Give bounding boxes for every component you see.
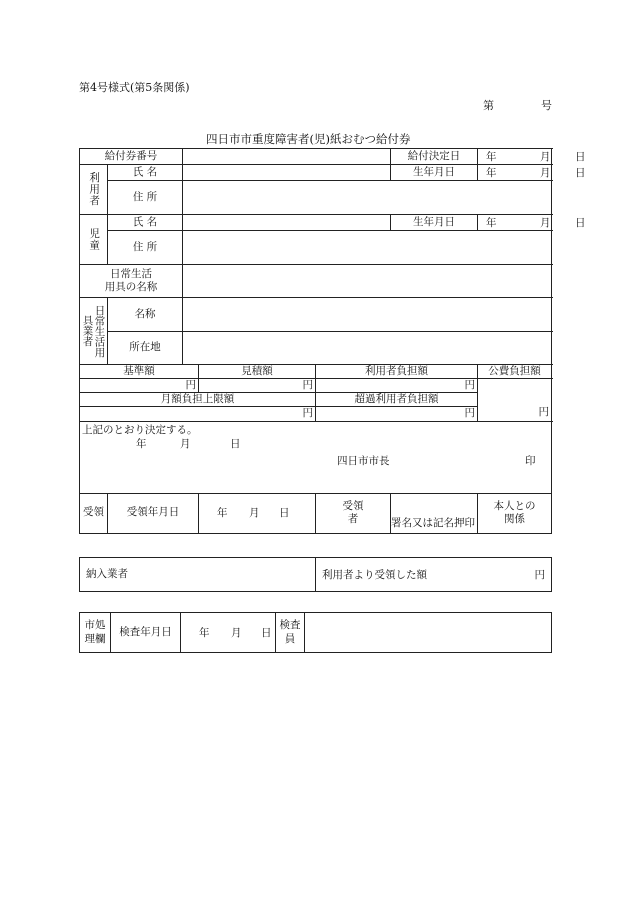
inspection-date-label: 検査年月日 xyxy=(111,613,181,653)
standard-amount-label: 基準額 xyxy=(80,365,199,379)
user-birth-label: 生年月日 xyxy=(391,165,478,181)
number-go: 号 xyxy=(541,99,552,112)
vendor-name-label: 名称 xyxy=(108,298,183,332)
user-burden-field[interactable]: 円 xyxy=(316,379,478,393)
child-name-field[interactable] xyxy=(183,215,391,231)
received-from-user-field[interactable]: 利用者より受領した額 円 xyxy=(316,558,552,592)
decision-date-field[interactable]: 年 月 日 xyxy=(478,149,552,165)
vendor-location-label: 所在地 xyxy=(108,332,183,365)
estimate-field[interactable]: 円 xyxy=(199,379,316,393)
public-burden-field[interactable]: 円 xyxy=(478,379,552,421)
user-group-label: 利用者 xyxy=(80,165,108,215)
vendor-group-label: 日常生活用具業者 xyxy=(80,298,108,365)
voucher-number-field[interactable] xyxy=(183,149,391,165)
main-form-table xyxy=(79,148,586,534)
decision-text: 上記のとおり決定する。 xyxy=(82,423,198,436)
city-processing-table xyxy=(79,612,552,653)
user-address-field[interactable] xyxy=(183,181,552,215)
public-burden-label: 公費負担額 xyxy=(478,365,552,379)
goods-name-field[interactable] xyxy=(183,265,552,298)
relation-label: 本人との関係 xyxy=(478,493,552,533)
number-dai: 第 xyxy=(483,99,494,112)
child-name-label: 氏 名 xyxy=(108,215,183,231)
vendor-delivery-label[interactable]: 納入業者 xyxy=(80,558,316,592)
delivery-table xyxy=(79,557,552,592)
excess-burden-field[interactable]: 円 xyxy=(316,407,478,421)
child-address-field[interactable] xyxy=(183,231,552,265)
inspector-label: 検査員 xyxy=(276,613,305,653)
vendor-location-field[interactable] xyxy=(183,332,552,365)
monthly-cap-label: 月額負担上限額 xyxy=(80,393,316,407)
inspector-field[interactable] xyxy=(305,613,552,653)
child-birth-label: 生年月日 xyxy=(391,215,478,231)
voucher-number-label: 給付券番号 xyxy=(80,149,183,165)
page-title: 四日市市重度障害者(児)紙おむつ給付券 xyxy=(206,132,411,146)
decision-date-label: 給付決定日 xyxy=(391,149,478,165)
user-address-label: 住 所 xyxy=(108,181,183,215)
vendor-name-field[interactable] xyxy=(183,298,552,332)
excess-burden-label: 超過利用者負担額 xyxy=(316,393,478,407)
decision-day: 日 xyxy=(230,437,241,450)
form-number: 第4号様式(第5条関係) xyxy=(79,81,190,94)
user-birth-field[interactable]: 年 月 日 xyxy=(478,165,552,181)
user-burden-label: 利用者負担額 xyxy=(316,365,478,379)
receipt-date-label: 受領年月日 xyxy=(108,493,199,533)
inspection-date-field[interactable]: 年 月 日 xyxy=(181,613,276,653)
monthly-cap-field[interactable]: 円 xyxy=(80,407,316,421)
city-processing-label: 市処理欄 xyxy=(80,613,111,653)
receipt-label: 受領 xyxy=(80,493,108,533)
standard-amount-field[interactable]: 円 xyxy=(80,379,199,393)
user-name-field[interactable] xyxy=(183,165,391,181)
decision-section xyxy=(80,421,552,493)
child-birth-field[interactable]: 年 月 日 xyxy=(478,215,552,231)
user-name-label: 氏 名 xyxy=(108,165,183,181)
receipt-date-field[interactable]: 年 月 日 xyxy=(199,493,316,533)
signature-field[interactable]: 署名又は記名押印 xyxy=(391,493,478,533)
recipient-label: 受領者 xyxy=(316,493,391,533)
goods-name-label: 日常生活 用具の名称 xyxy=(80,265,183,298)
seal-mark: 印 xyxy=(525,454,536,467)
estimate-label: 見積額 xyxy=(199,365,316,379)
decision-month: 月 xyxy=(180,437,191,450)
decision-year: 年 xyxy=(136,437,147,450)
mayor-label: 四日市市長 xyxy=(337,454,390,467)
child-address-label: 住 所 xyxy=(108,231,183,265)
child-group-label: 児童 xyxy=(80,215,108,265)
